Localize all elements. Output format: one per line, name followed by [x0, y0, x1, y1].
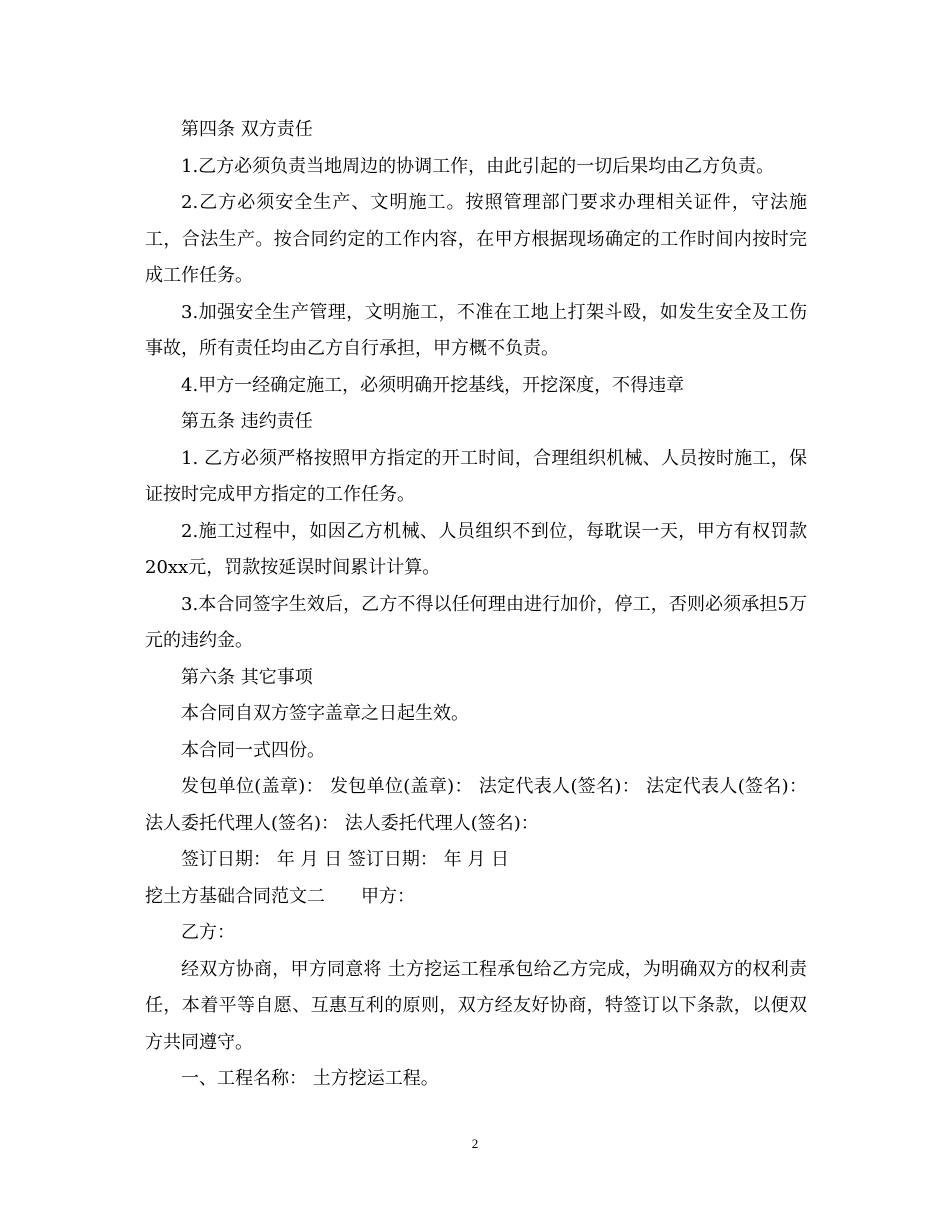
article-6-heading: 第六条 其它事项 — [181, 666, 313, 688]
party-b-line: 乙方： — [181, 922, 235, 943]
article-5-clause-3: 3.本合同签字生效后，乙方不得以任何理由进行加价，停工，否则必须承担5万元的违约金。 — [145, 593, 807, 651]
document-body — [145, 112, 813, 1098]
article-4-clause-4: 4.甲方一经确定施工，必须明确开挖基线，开挖深度，不得违章 — [181, 374, 685, 396]
signing-date-line: 签订日期： 年 月 日 签订日期： 年 月 日 — [181, 849, 510, 870]
project-name-line: 一、工程名称： 土方挖运工程。 — [181, 1068, 439, 1089]
article-4-clause-3: 3.加强安全生产管理，文明施工，不准在工地上打架斗殴，如发生安全及工伤事故，所有责任均由乙方自行承担，甲方概不负责。 — [145, 301, 807, 359]
copies-clause: 本合同一式四份。 — [181, 739, 325, 761]
article-5-clause-1: 1. 乙方必须严格按照甲方指定的开工时间，合理组织机械、人员按时施工，保证按时完成甲方指定的工作任务。 — [145, 447, 807, 505]
article-4-heading: 第四条 双方责任 — [181, 119, 313, 140]
article-4-clause-1: 1.乙方必须负责当地周边的协调工作，由此引起的一切后果均由乙方负责。 — [181, 155, 775, 177]
second-contract-title: 挖土方基础合同范文二 甲方： — [145, 885, 415, 907]
article-4-clause-2: 2.乙方必须安全生产、文明施工。按照管理部门要求办理相关证件，守法施工，合法生产。按合同约定的工作内容，在甲方根据现场确定的工作时间内按时完成工作任务。 — [145, 192, 807, 286]
signature-block: 发包单位(盖章)： 发包单位(盖章)： 法定代表人(签名)： 法定代表人(签名)： 法人委托代理人(签名)： 法人委托代理人(签名)： — [145, 776, 813, 834]
effective-clause: 本合同自双方签字盖章之日起生效。 — [181, 703, 469, 724]
page-number: 2 — [471, 1136, 479, 1151]
article-5-heading: 第五条 违约责任 — [181, 411, 313, 432]
preamble-paragraph: 经双方协商，甲方同意将 土方挖运工程承包给乙方完成，为明确双方的权利责任，本着平等自愿、互惠互利的原则，双方经友好协商，特签订以下条款，以便双方共同遵守。 — [145, 958, 807, 1053]
article-5-clause-2: 2.施工过程中，如因乙方机械、人员组织不到位，每耽误一天，甲方有权罚款20xx元，罚款按延误时间累计计算。 — [145, 520, 807, 578]
